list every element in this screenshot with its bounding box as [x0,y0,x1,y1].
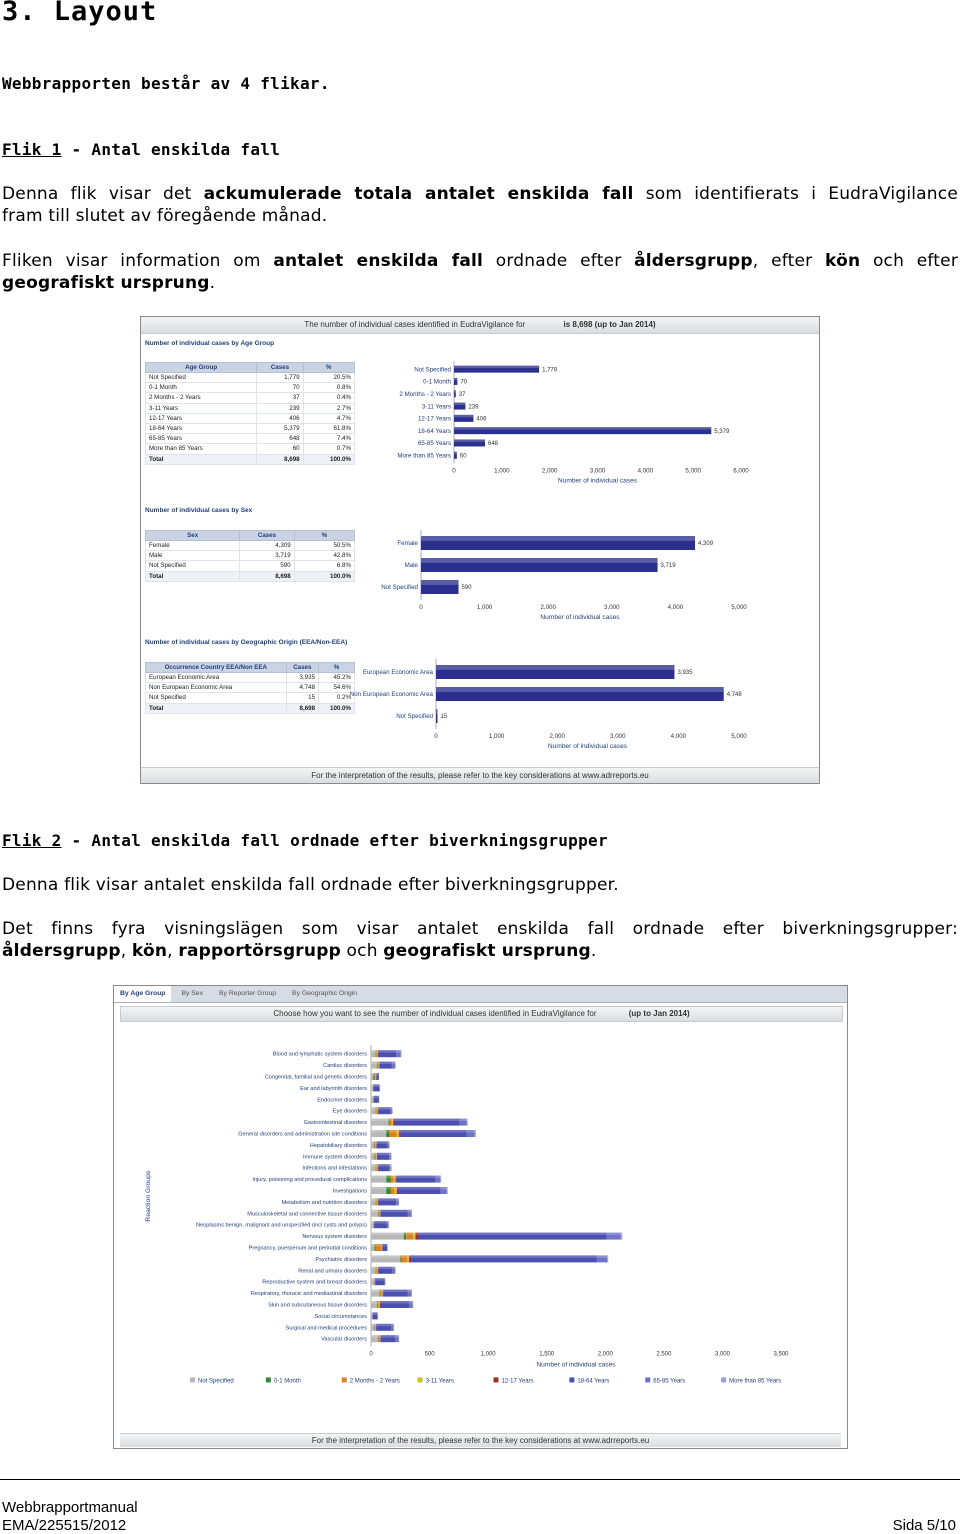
table-cell: 42.8% [294,551,354,561]
bar-highlight [371,1198,399,1200]
bar-highlight [371,1244,387,1246]
table-row [146,693,355,703]
legend-label: More than 85 Years [729,1378,782,1385]
table-total-row [146,454,355,464]
table-cell: 100.0% [303,454,354,464]
data-label: 3,719 [660,563,676,570]
tick-label: 1,000 [494,467,510,475]
data-label: 15 [440,714,448,721]
bar-highlight [454,439,485,441]
table-cell: 2 Months - 2 Years [146,393,257,403]
legend-label: 2 Months - 2 Years [349,1378,400,1385]
data-label: 4,748 [726,692,742,699]
category-label: Injury, poisoning and procedural complications [252,1177,367,1184]
tick-label: 0 [434,733,438,740]
tab1-title: Flik 1 - Antal enskilda fall [2,140,281,159]
data-label: 1,779 [542,367,558,374]
table-cell: 20.5% [303,373,354,383]
tick-label: 6,000 [733,467,749,475]
tick-label: 1,000 [488,733,505,740]
tab1-paragraph-1: Denna flik visar det ackumulerade totala antalet enskilda fall som identifierats i EudraVigilance fram till slutet av föregående månad. [2,184,958,226]
footer-doc-name: Webbrapportmanual [2,1499,138,1516]
bar-highlight [371,1164,392,1166]
tick-label: 3,000 [714,1351,730,1358]
category-label: Psychiatric disorders [315,1256,367,1263]
tab2-title: Flik 2 - Antal enskilda fall ordnade efter biverkningsgrupper [2,831,608,850]
tick-label: 2,000 [549,733,565,740]
bar-highlight [371,1221,389,1223]
table-cell: 2.7% [303,403,354,413]
data-label: 3,935 [677,670,693,677]
table-cell: Male [146,551,240,561]
bar-highlight [371,1187,448,1189]
data-label: 60 [459,453,467,460]
bar-highlight [371,1312,378,1314]
category-label: Musculoskeletal and connective tissue disorders [247,1211,367,1218]
table-row [146,434,355,444]
category-label: 0-1 Month [423,378,451,386]
bar-highlight [454,366,539,368]
table-header: Sex [146,531,240,541]
table-cell: Not Specified [146,373,257,383]
legend-label: 65-85 Years [653,1378,686,1385]
bar-highlight [421,558,658,563]
tick-label: 0 [369,1351,373,1358]
report-footer-2: For the interpretation of the results, please refer to the key considerations at www.adrreports.eu [120,1433,841,1447]
table-cell: 6.8% [294,561,354,571]
geo-section-title: Number of individual cases by Geographic Origin (EEA/Non-EEA) [145,639,348,646]
tick-label: 4,000 [637,467,654,475]
category-label: 18-64 Years [417,427,451,435]
report-tab[interactable]: By Reporter Group [219,990,277,997]
legend-swatch [266,1377,271,1382]
table-cell: 3-11 Years [146,403,257,413]
x-axis-label: Number of individual cases [540,614,620,621]
age-section-title: Number of individual cases by Age Group [145,340,275,347]
age-bar-chart [389,357,759,485]
tick-label: 500 [424,1351,435,1358]
table-cell: 4,748 [286,683,318,693]
table-row [146,393,355,403]
category-label: 3-11 Years [421,403,451,411]
table-cell: 406 [257,413,303,423]
bar-highlight [371,1324,394,1326]
bar-highlight [436,665,674,670]
legend-swatch [342,1377,347,1382]
table-cell: Total [146,703,287,713]
table-row [146,383,355,393]
tab-strip [114,986,847,1003]
table-cell: 590 [240,561,294,571]
bar-highlight [371,1153,392,1155]
bar-highlight [371,1141,390,1143]
report-header-2: Choose how you want to see the number of individual cases identified in EudraVigilance for (up to Jan 2014) [120,1006,843,1022]
bar-highlight [436,687,724,692]
intro-text: Webbrapporten består av 4 flikar. [2,74,330,93]
tick-label: 1,500 [539,1351,555,1358]
table-cell: 7.4% [303,434,354,444]
x-axis-label: Number of individual cases [536,1361,616,1369]
table-cell: 5,379 [257,423,303,433]
bar-highlight [454,452,457,454]
tick-label: 3,000 [610,733,626,740]
tick-label: 2,500 [656,1351,672,1358]
bar-highlight [371,1301,413,1303]
table-cell: 8,698 [257,454,303,464]
bar-highlight [371,1290,412,1292]
tick-label: 3,000 [589,467,606,475]
bar-highlight [421,536,695,541]
table-cell: Total [146,454,257,464]
category-label: Cardiac disorders [323,1063,367,1070]
category-label: Non European Economic Area [349,691,433,699]
tick-label: 0 [452,467,456,475]
table-row [146,413,355,423]
bar-highlight [436,709,438,714]
reaction-groups-chart [114,1036,847,1396]
category-label: Ear and labyrinth disorders [300,1085,367,1092]
tab2-link[interactable]: Flik 2 [2,831,62,850]
tick-label: 2,000 [541,467,558,475]
tab1-link[interactable]: Flik 1 [2,140,62,159]
table-row [146,673,355,683]
table-header: Cases [286,663,318,673]
category-label: 12-17 Years [417,415,451,423]
category-label: 2 Months - 2 Years [399,390,451,398]
tick-label: 5,000 [731,733,747,740]
data-label: 70 [460,379,468,386]
screenshot-tab1 [140,316,820,784]
bar-highlight [454,378,457,380]
footer-doc-ref: EMA/225515/2012 [2,1517,127,1534]
bar-highlight [371,1233,622,1235]
table-header: Cases [240,531,294,541]
footer-page-number: Sida 5/10 [892,1517,956,1534]
screenshot-tab2 [113,985,848,1449]
footer-rule [0,1479,960,1480]
tick-label: 2,000 [540,604,556,611]
tab2-paragraph-1: Denna flik visar antalet enskilda fall ordnade efter biverkningsgrupper. [2,875,619,895]
table-row [146,541,355,551]
tick-label: 1,000 [480,1351,496,1358]
bar-highlight [371,1210,412,1212]
table-cell: More than 85 Years [146,444,257,454]
legend-swatch [645,1377,650,1382]
category-label: Hepatobiliary disorders [309,1142,367,1149]
legend-swatch [190,1377,195,1382]
table-cell: 61.8% [303,423,354,433]
tick-label: 3,000 [604,604,620,611]
data-label: 37 [458,391,466,398]
table-cell: 0.2% [319,693,355,703]
tick-label: 5,000 [685,467,701,475]
table-cell: Not Specified [146,561,240,571]
legend-swatch [569,1377,574,1382]
category-label: Not Specified [414,366,451,374]
table-header: Occurrence Country EEA/Non EEA [146,663,287,673]
category-label: Neoplasms benign, malignant and unspecified (incl cysts and polyps) [195,1222,367,1229]
table-row [146,403,355,413]
category-label: Investigations [332,1188,367,1195]
bar-highlight [371,1062,396,1064]
table-cell: 70 [257,383,303,393]
category-label: Infections and infestations [302,1165,367,1172]
bar-highlight [454,427,711,429]
bar-highlight [454,390,456,392]
x-axis-label: Number of individual cases [557,477,638,485]
report-tab[interactable]: By Geographic Origin [292,990,358,997]
report-tab[interactable]: By Age Group [114,986,171,1002]
sex-section-title: Number of individual cases by Sex [145,507,253,514]
data-label: 406 [476,416,487,423]
category-label: Reproductive system and breast disorders [262,1279,367,1286]
bar-highlight [371,1096,379,1098]
section-heading: 3. Layout [2,0,158,27]
table-cell: 65-85 Years [146,434,257,444]
category-label: Skin and subcutaneous tissue disorders [268,1302,367,1309]
table-cell: 3,719 [240,551,294,561]
table-row [146,444,355,454]
table-cell: 648 [257,434,303,444]
table-cell: 0.7% [303,444,354,454]
table-cell: Non European Economic Area [146,683,287,693]
tick-label: 5,000 [731,604,747,611]
legend-label: 3-11 Years [425,1378,454,1385]
legend-swatch [418,1377,423,1382]
report-tab[interactable]: By Sex [181,990,203,997]
y-axis-label: Reaction Groups [145,1170,152,1222]
table-cell: 8,698 [286,703,318,713]
category-label: Female [397,540,418,548]
legend-swatch [494,1377,499,1382]
bar-highlight [371,1176,441,1178]
table-cell: 4.7% [303,413,354,423]
category-label: Eye disorders [332,1108,367,1115]
category-label: Renal and urinary disorders [298,1268,367,1275]
table-cell: 239 [257,403,303,413]
tab1-paragraph-2: Fliken visar information om antalet enskilda fall ordnade efter åldersgrupp, efter kön och efter geografiskt ursprung. [2,251,959,293]
tab2-paragraph-2: Det finns fyra visningslägen som visar antalet enskilda fall ordnade efter biverkningsgrupper: åldersgrupp, kön, rapportörsgrupp och geografiskt ursprung. [2,919,958,961]
category-label: Male [404,562,418,570]
data-label: 590 [461,585,472,592]
bar-highlight [371,1267,396,1269]
bar-highlight [371,1084,380,1086]
category-label: Nervous system disorders [302,1234,367,1241]
tick-label: 4,000 [670,733,687,740]
table-cell: 4,309 [240,541,294,551]
category-label: Congenital, familial and genetic disorders [264,1074,367,1081]
legend-label: 18-64 Years [577,1378,610,1385]
table-cell: 54.6% [319,683,355,693]
tick-label: 3,500 [773,1351,789,1358]
table-cell: 3,935 [286,673,318,683]
table-cell: 100.0% [294,571,354,581]
table-row [146,423,355,433]
category-label: Vascular disorders [321,1336,367,1343]
geo-table [145,662,355,714]
sex-table [145,530,355,582]
sex-bar-chart [381,522,759,621]
age-table [145,362,355,465]
table-cell: European Economic Area [146,673,287,683]
bar-highlight [421,580,459,585]
table-header: % [294,531,354,541]
table-cell: 37 [257,393,303,403]
table-cell: 8,698 [240,571,294,581]
table-cell: 45.2% [319,673,355,683]
table-header: % [303,363,354,373]
bar-highlight [371,1107,393,1109]
bar-highlight [371,1255,608,1257]
category-label: Blood and lymphatic system disorders [272,1051,367,1058]
category-label: Surgical and medical procedures [285,1325,367,1332]
report-header: The number of individual cases identified in EudraVigilance for is 8,698 (up to Jan 2014) [141,317,819,334]
bar-highlight [371,1278,385,1280]
data-label: 5,379 [714,428,730,435]
tick-label: 4,000 [667,604,684,611]
data-label: 4,309 [698,541,714,548]
table-row [146,551,355,561]
table-cell: Total [146,571,240,581]
bar-highlight [371,1335,399,1337]
table-cell: 12-17 Years [146,413,257,423]
table-cell: Female [146,541,240,551]
table-cell: 100.0% [319,703,355,713]
table-cell: 0.8% [303,383,354,393]
table-header: Age Group [146,363,257,373]
table-row [146,373,355,383]
bar-highlight [371,1050,401,1052]
category-label: Gastrointestinal disorders [303,1120,367,1127]
category-label: More than 85 Years [397,452,451,460]
data-label: 648 [487,441,499,448]
bar-highlight [454,403,465,405]
legend-label: Not Specified [198,1378,234,1385]
tick-label: 1,000 [476,604,493,611]
table-cell: Not Specified [146,693,287,703]
legend-label: 0-1 Month [273,1378,301,1385]
table-total-row [146,703,355,713]
category-label: Social circumstances [314,1313,367,1320]
table-total-row [146,571,355,581]
category-label: Not Specified [381,584,418,592]
bar-highlight [454,415,473,417]
geo-bar-chart [349,653,759,750]
bar-highlight [371,1073,379,1075]
category-label: Pregnancy, puerperium and perinatal conditions [248,1245,367,1252]
category-label: Endocrine disorders [317,1097,367,1104]
tick-label: 2,000 [597,1351,613,1358]
table-cell: 15 [286,693,318,703]
tick-label: 0 [419,604,423,611]
category-label: Not Specified [396,713,433,721]
table-cell: 1,779 [257,373,303,383]
table-cell: 0.4% [303,393,354,403]
table-header: % [319,663,355,673]
legend-label: 12-17 Years [501,1378,534,1385]
table-cell: 50.5% [294,541,354,551]
bar-highlight [371,1119,468,1121]
report-footer: For the interpretation of the results, please refer to the key considerations at www.adrreports.eu [141,767,819,783]
bar-highlight [371,1130,476,1132]
table-row [146,561,355,571]
table-row [146,683,355,693]
x-axis-label: Number of individual cases [547,743,628,750]
legend-swatch [721,1377,726,1382]
table-cell: 0-1 Month [146,383,257,393]
category-label: European Economic Area [362,669,433,677]
category-label: Respiratory, thoracic and mediastinal disorders [250,1291,367,1298]
table-header: Cases [257,363,303,373]
category-label: 65-85 Years [417,440,451,448]
category-label: Metabolism and nutrition disorders [281,1199,367,1206]
table-cell: 60 [257,444,303,454]
category-label: General disorders and administration site conditions [238,1131,367,1138]
data-label: 239 [468,404,479,411]
table-cell: 18-64 Years [146,423,257,433]
category-label: Immune system disorders [302,1154,367,1161]
